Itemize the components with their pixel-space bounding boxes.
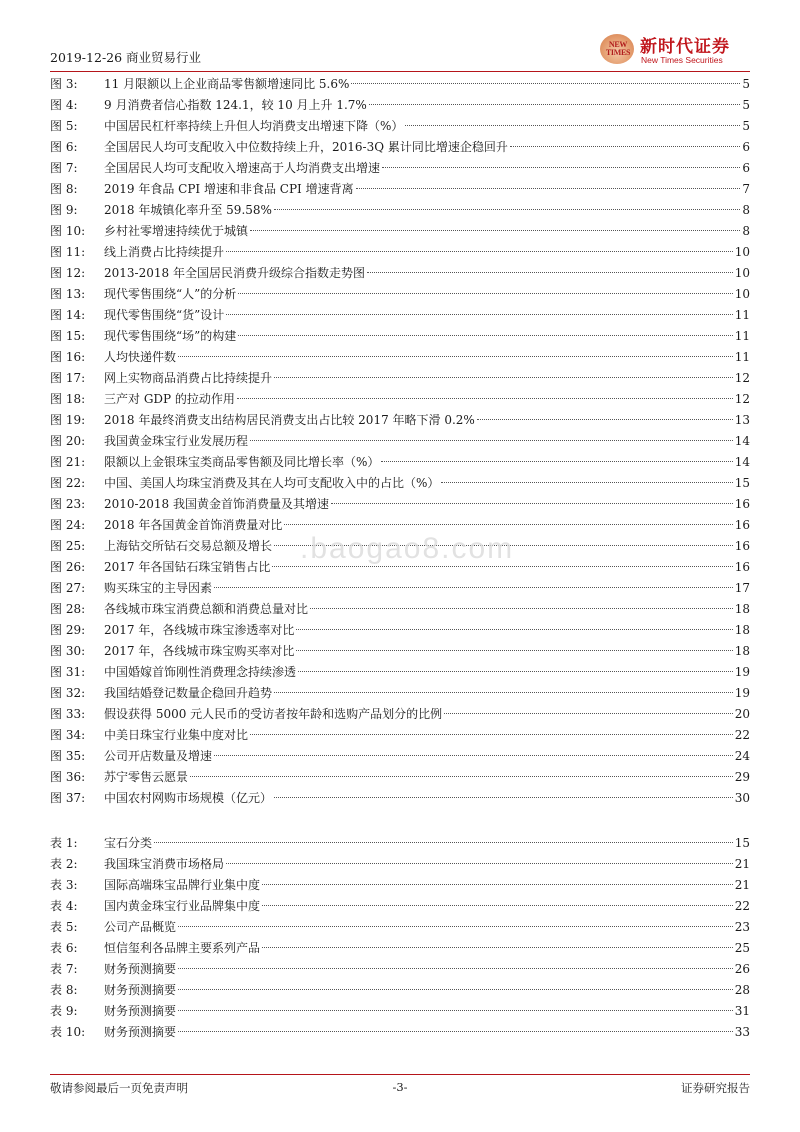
toc-entry-page: 29 (734, 770, 750, 784)
toc-entry-label: 图 25: (50, 539, 86, 553)
toc-entry-label: 表 6: (50, 941, 78, 955)
toc-entry-title: 假设获得 5000 元人民币的受访者按年龄和选购产品划分的比例 (104, 707, 443, 721)
toc-entry-label: 表 9: (50, 1004, 78, 1018)
figure-entry[interactable] (50, 473, 750, 494)
toc-entry-title: 中国、美国人均珠宝消费及其在人均可支配收入中的占比（%） (104, 476, 440, 490)
toc-entry-page: 25 (734, 941, 750, 955)
table-entry[interactable] (50, 896, 750, 917)
toc-entry-title: 财务预测摘要 (104, 962, 177, 976)
toc-entry-title: 公司产品概览 (104, 920, 177, 934)
figure-entry[interactable] (50, 767, 750, 788)
toc-entry-title: 现代零售围绕“货”设计 (104, 308, 225, 322)
toc-entry-page: 16 (734, 497, 750, 511)
figure-entry[interactable] (50, 326, 750, 347)
toc-dot-leader (310, 608, 733, 609)
toc-entry-label: 图 6: (50, 140, 78, 154)
figure-entry[interactable] (50, 137, 750, 158)
toc-entry-label: 图 20: (50, 434, 86, 448)
toc-entry-page: 10 (734, 245, 750, 259)
toc-entry-page: 10 (734, 266, 750, 280)
figure-entry[interactable] (50, 662, 750, 683)
toc-entry-title: 现代零售围绕“场”的构建 (104, 329, 237, 343)
toc-entry-title: 2019 年食品 CPI 增速和非食品 CPI 增速背离 (104, 182, 354, 196)
toc-entry-label: 图 27: (50, 581, 86, 595)
toc-entry-label: 图 3: (50, 77, 78, 91)
toc-dot-leader (369, 104, 741, 105)
toc-dot-leader (250, 734, 733, 735)
toc-entry-title: 2017 年各国钻石珠宝销售占比 (104, 560, 271, 574)
figure-entry[interactable] (50, 410, 750, 431)
toc-entry-page: 28 (734, 983, 750, 997)
toc-entry-label: 图 33: (50, 707, 86, 721)
toc-entry-label: 表 2: (50, 857, 78, 871)
toc-dot-leader (226, 863, 733, 864)
toc-entry-page: 6 (742, 140, 750, 154)
watermark: .baogao8.com (300, 532, 515, 565)
toc-entry-label: 表 3: (50, 878, 78, 892)
toc-entry-title: 财务预测摘要 (104, 1004, 177, 1018)
toc-entry-page: 6 (742, 161, 750, 175)
toc-entry-page: 11 (734, 329, 750, 343)
footer-divider (50, 1074, 750, 1075)
figure-entry[interactable] (50, 221, 750, 242)
toc-entry-label: 图 19: (50, 413, 86, 427)
list-spacer (50, 809, 750, 833)
toc-entry-page: 5 (742, 77, 750, 91)
figure-entry[interactable] (50, 725, 750, 746)
toc-entry-page: 15 (734, 476, 750, 490)
figure-entry[interactable] (50, 683, 750, 704)
toc-entry-title: 2018 年城镇化率升至 59.58% (104, 203, 272, 217)
toc-entry-title: 2017 年，各线城市珠宝购买率对比 (104, 644, 295, 658)
toc-entry-page: 13 (734, 413, 750, 427)
toc-dot-leader (367, 272, 733, 273)
toc-dot-leader (262, 905, 733, 906)
table-entry[interactable] (50, 833, 750, 854)
toc-entry-page: 21 (734, 857, 750, 871)
figure-entry[interactable] (50, 116, 750, 137)
figure-list (50, 74, 750, 809)
toc-entry-title: 11 月限额以上企业商品零售额增速同比 5.6% (104, 77, 350, 91)
toc-dot-leader (250, 440, 733, 441)
toc-dot-leader (178, 1031, 733, 1032)
logo-emblem-text: NEW TIMES (605, 40, 631, 57)
toc-entry-label: 图 22: (50, 476, 86, 490)
toc-entry-title: 限额以上金银珠宝类商品零售额及同比增长率（%） (104, 455, 380, 469)
toc-entry-page: 5 (742, 98, 750, 112)
toc-entry-page: 19 (734, 665, 750, 679)
toc-dot-leader (237, 398, 733, 399)
toc-dot-leader (190, 776, 733, 777)
logo-emblem-icon (600, 34, 634, 64)
toc-dot-leader (356, 188, 741, 189)
toc-entry-page: 7 (742, 182, 750, 196)
page-number: -3- (392, 1080, 408, 1094)
toc-entry-title: 中美日珠宝行业集中度对比 (104, 728, 249, 742)
toc-dot-leader (178, 989, 733, 990)
table-entry[interactable] (50, 854, 750, 875)
toc-entry-title: 购买珠宝的主导因素 (104, 581, 213, 595)
figure-entry[interactable] (50, 746, 750, 767)
header-date-sector: 2019-12-26 商业贸易行业 (50, 50, 202, 65)
figure-entry[interactable] (50, 368, 750, 389)
table-entry[interactable] (50, 1001, 750, 1022)
toc-dot-leader (178, 356, 733, 357)
toc-entry-label: 图 21: (50, 455, 86, 469)
footer-report-type: 证券研究报告 (681, 1081, 750, 1095)
figure-entry[interactable] (50, 179, 750, 200)
toc-entry-page: 14 (734, 455, 750, 469)
toc-entry-title: 三产对 GDP 的拉动作用 (104, 392, 235, 406)
toc-dot-leader (296, 629, 732, 630)
toc-entry-page: 8 (742, 203, 750, 217)
toc-entry-title: 我国珠宝消费市场格局 (104, 857, 225, 871)
toc-entry-label: 图 28: (50, 602, 86, 616)
toc-dot-leader (274, 692, 733, 693)
toc-entry-title: 乡村社零增速持续优于城镇 (104, 224, 249, 238)
toc-entry-label: 图 35: (50, 749, 86, 763)
table-entry[interactable] (50, 875, 750, 896)
figure-entry[interactable] (50, 599, 750, 620)
toc-entry-title: 中国婚嫁首饰刚性消费理念持续渗透 (104, 665, 297, 679)
toc-entry-label: 图 30: (50, 644, 86, 658)
figure-entry[interactable] (50, 74, 750, 95)
toc-entry-label: 图 15: (50, 329, 86, 343)
toc-entry-page: 15 (734, 836, 750, 850)
toc-entry-page: 16 (734, 560, 750, 574)
figure-entry[interactable] (50, 704, 750, 725)
toc-entry-title: 恒信玺利各品牌主要系列产品 (104, 941, 261, 955)
toc-entry-title: 全国居民人均可支配收入增速高于人均消费支出增速 (104, 161, 381, 175)
toc-dot-leader (178, 1010, 733, 1011)
toc-entry-label: 表 7: (50, 962, 78, 976)
toc-entry-title: 2018 年最终消费支出结构居民消费支出占比较 2017 年略下滑 0.2% (104, 413, 475, 427)
toc-entry-page: 5 (742, 119, 750, 133)
toc-dot-leader (154, 842, 733, 843)
toc-dot-leader (477, 419, 733, 420)
toc-entry-label: 表 5: (50, 920, 78, 934)
toc-dot-leader (382, 167, 740, 168)
toc-entry-title: 网上实物商品消费占比持续提升 (104, 371, 273, 385)
table-entry[interactable] (50, 959, 750, 980)
table-entry[interactable] (50, 980, 750, 1001)
toc-entry-page: 33 (734, 1025, 750, 1039)
toc-dot-leader (178, 968, 733, 969)
toc-entry-title: 线上消费占比持续提升 (104, 245, 225, 259)
toc-dot-leader (250, 230, 740, 231)
toc-entry-label: 图 11: (50, 245, 86, 259)
toc-entry-page: 18 (734, 602, 750, 616)
toc-dot-leader (226, 314, 732, 315)
toc-entry-title: 苏宁零售云愿景 (104, 770, 189, 784)
figure-entry[interactable] (50, 347, 750, 368)
toc-entry-page: 23 (734, 920, 750, 934)
toc-dot-leader (510, 146, 740, 147)
table-entry[interactable] (50, 1022, 750, 1043)
toc-dot-leader (272, 566, 732, 567)
toc-entry-page: 14 (734, 434, 750, 448)
toc-dot-leader (296, 650, 732, 651)
toc-entry-label: 图 32: (50, 686, 86, 700)
toc-entry-label: 图 18: (50, 392, 86, 406)
header-divider (50, 71, 750, 72)
toc-entry-title: 国际高端珠宝品牌行业集中度 (104, 878, 261, 892)
toc-entry-label: 图 4: (50, 98, 78, 112)
toc-entry-title: 我国黄金珠宝行业发展历程 (104, 434, 249, 448)
toc-entry-title: 中国农村网购市场规模（亿元） (104, 791, 273, 805)
toc-entry-label: 表 10: (50, 1025, 86, 1039)
toc-entry-page: 11 (734, 350, 750, 364)
toc-entry-page: 21 (734, 878, 750, 892)
toc-entry-label: 图 7: (50, 161, 78, 175)
toc-entry-label: 图 34: (50, 728, 86, 742)
toc-entry-label: 图 17: (50, 371, 86, 385)
figure-entry[interactable] (50, 452, 750, 473)
toc-dot-leader (262, 947, 733, 948)
toc-entry-title: 2017 年，各线城市珠宝渗透率对比 (104, 623, 295, 637)
toc-entry-label: 图 29: (50, 623, 86, 637)
toc-entry-page: 20 (734, 707, 750, 721)
figure-entry[interactable] (50, 200, 750, 221)
figure-entry[interactable] (50, 788, 750, 809)
figure-entry[interactable] (50, 641, 750, 662)
toc-dot-leader (214, 587, 733, 588)
toc-entry-title: 2010-2018 我国黄金首饰消费量及其增速 (104, 497, 329, 511)
toc-entry-page: 22 (734, 899, 750, 913)
toc-entry-page: 22 (734, 728, 750, 742)
toc-dot-leader (226, 251, 733, 252)
figure-entry[interactable] (50, 620, 750, 641)
toc-entry-label: 图 14: (50, 308, 86, 322)
toc-dot-leader (214, 755, 733, 756)
toc-entry-title: 现代零售围绕“人”的分析 (104, 287, 237, 301)
toc-dot-leader (238, 335, 732, 336)
toc-entry-page: 17 (734, 581, 750, 595)
toc-dot-leader (298, 671, 733, 672)
toc-dot-leader (274, 209, 740, 210)
toc-entry-label: 图 36: (50, 770, 86, 784)
toc-entry-label: 表 8: (50, 983, 78, 997)
toc-entry-page: 12 (734, 371, 750, 385)
logo-english-name: New Times Securities (641, 55, 723, 65)
logo-chinese-name: 新时代证券 (640, 37, 730, 57)
toc-entry-page: 11 (734, 308, 750, 322)
toc-entry-label: 图 23: (50, 497, 86, 511)
toc-entry-title: 9 月消费者信心指数 124.1，较 10 月上升 1.7% (104, 98, 367, 112)
toc-entry-title: 中国居民杠杆率持续上升但人均消费支出增速下降（%） (104, 119, 404, 133)
toc-entry-page: 18 (734, 623, 750, 637)
toc-dot-leader (441, 482, 732, 483)
toc-entry-page: 26 (734, 962, 750, 976)
toc-dot-leader (238, 293, 732, 294)
toc-entry-page: 12 (734, 392, 750, 406)
toc-dot-leader (274, 377, 733, 378)
toc-entry-label: 图 24: (50, 518, 86, 532)
figure-entry[interactable] (50, 494, 750, 515)
toc-entry-title: 宝石分类 (104, 836, 153, 850)
figure-entry[interactable] (50, 284, 750, 305)
toc-entry-label: 图 13: (50, 287, 86, 301)
toc-entry-title: 各线城市珠宝消费总额和消费总量对比 (104, 602, 309, 616)
toc-entry-page: 18 (734, 644, 750, 658)
toc-entry-page: 16 (734, 518, 750, 532)
toc-entry-page: 24 (734, 749, 750, 763)
toc-entry-page: 10 (734, 287, 750, 301)
figure-entry[interactable] (50, 263, 750, 284)
toc-entry-label: 图 5: (50, 119, 78, 133)
toc-dot-leader (284, 524, 732, 525)
toc-entry-title: 上海钻交所钻石交易总额及增长 (104, 539, 273, 553)
toc-entry-page: 8 (742, 224, 750, 238)
toc-entry-title: 全国居民人均可支配收入中位数持续上升，2016-3Q 累计同比增速企稳回升 (104, 140, 508, 154)
toc-entry-label: 表 1: (50, 836, 78, 850)
toc-dot-leader (331, 503, 733, 504)
toc-entry-title: 人均快递件数 (104, 350, 177, 364)
toc-dot-leader (262, 884, 733, 885)
toc-dot-leader (178, 926, 733, 927)
table-entry[interactable] (50, 938, 750, 959)
toc-dot-leader (274, 797, 733, 798)
toc-entry-title: 2018 年各国黄金首饰消费量对比 (104, 518, 283, 532)
toc-entry-page: 16 (734, 539, 750, 553)
table-entry[interactable] (50, 917, 750, 938)
figure-entry[interactable] (50, 389, 750, 410)
toc-entry-title: 我国结婚登记数量企稳回升趋势 (104, 686, 273, 700)
toc-dot-leader (405, 125, 740, 126)
toc-entry-page: 19 (734, 686, 750, 700)
toc-entry-label: 图 8: (50, 182, 78, 196)
toc-entry-label: 图 16: (50, 350, 86, 364)
toc-entry-page: 30 (734, 791, 750, 805)
toc-entry-label: 图 31: (50, 665, 86, 679)
toc-entry-title: 2013-2018 年全国居民消费升级综合指数走势图 (104, 266, 365, 280)
toc-entry-label: 图 26: (50, 560, 86, 574)
toc-entry-label: 图 37: (50, 791, 86, 805)
company-logo (600, 32, 750, 70)
figure-entry[interactable] (50, 95, 750, 116)
toc-entry-title: 财务预测摘要 (104, 1025, 177, 1039)
figure-entry[interactable] (50, 305, 750, 326)
toc-entry-page: 31 (734, 1004, 750, 1018)
figure-entry[interactable] (50, 431, 750, 452)
toc-entry-label: 表 4: (50, 899, 78, 913)
toc-entry-label: 图 10: (50, 224, 86, 238)
toc-entry-title: 财务预测摘要 (104, 983, 177, 997)
toc-entry-label: 图 9: (50, 203, 78, 217)
toc-entry-title: 公司开店数量及增速 (104, 749, 213, 763)
figure-entry[interactable] (50, 158, 750, 179)
toc-dot-leader (351, 83, 740, 84)
figure-entry[interactable] (50, 242, 750, 263)
page-header (50, 38, 750, 70)
toc-entry-title: 国内黄金珠宝行业品牌集中度 (104, 899, 261, 913)
toc-dot-leader (381, 461, 732, 462)
footer-disclaimer: 敬请参阅最后一页免责声明 (50, 1081, 188, 1095)
toc-dot-leader (444, 713, 733, 714)
figure-entry[interactable] (50, 578, 750, 599)
table-list (50, 833, 750, 1043)
toc-entry-label: 图 12: (50, 266, 86, 280)
